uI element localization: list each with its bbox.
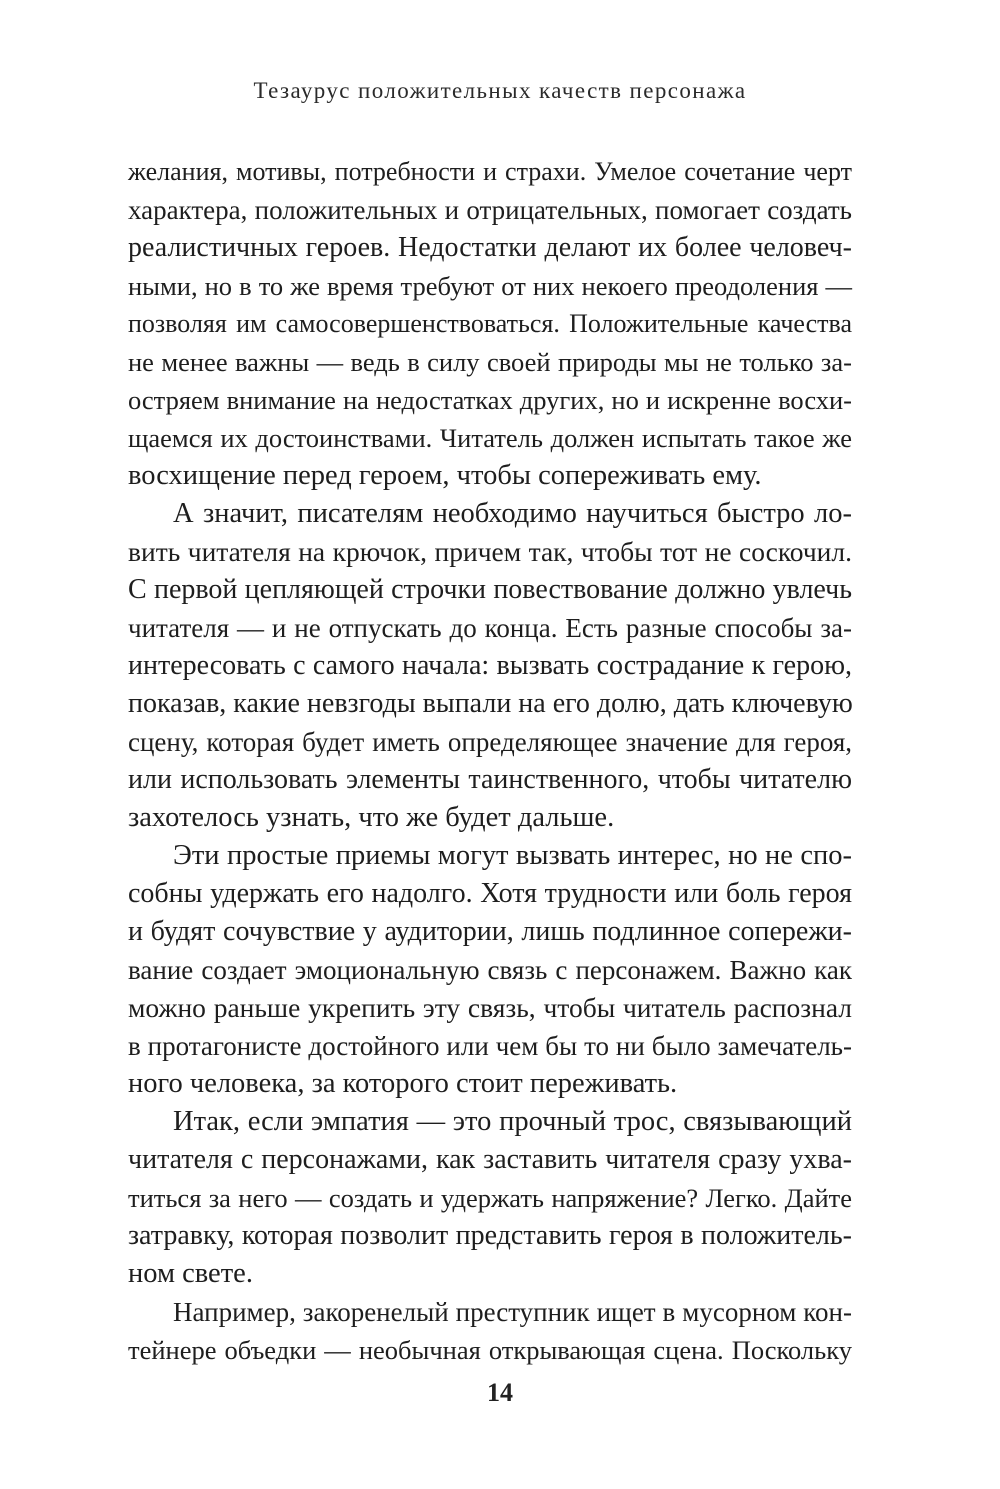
running-head: Тезаурус положительных качеств персонажа: [253, 78, 747, 103]
text-line: интересовать с самого начала: вызвать сострадание к герою,: [128, 650, 852, 681]
text-line: остряем внимание на недостатках других, но и искренне восхи-: [128, 385, 852, 415]
text-line: или использовать элементы таинственного, чтобы читателю: [128, 764, 852, 795]
text-line: в протагонисте достойного или чем бы то ни было замечатель-: [128, 1031, 852, 1061]
text-line: А значит, писателям необходимо научиться быстро ло-: [173, 498, 852, 529]
text-line: реалистичных героев. Недостатки делают их более человеч-: [128, 232, 852, 263]
text-line: показав, какие невзгоды выпали на его долю, дать ключевую: [128, 688, 853, 719]
text-line: позволяя им самосовершенствоваться. Положительные качества: [128, 309, 852, 338]
text-line: не менее важны — ведь в силу своей природы мы не только за-: [128, 347, 852, 377]
text-line: ными, но в то же время требуют от них некоего преодоления —: [128, 271, 852, 301]
text-line: титься за него — создать и удержать напряжение? Легко. Дайте: [128, 1183, 852, 1213]
text-line: читателя — и не отпускать до конца. Есть разные способы за-: [128, 613, 852, 643]
text-line: собны удержать его надолго. Хотя трудности или боль героя: [128, 878, 852, 909]
text-line: можно раньше укрепить эту связь, чтобы читатель распознал: [128, 992, 852, 1023]
text-line: затравку, которая позволит представить героя в положитель-: [128, 1220, 852, 1251]
text-line: тейнере объедки — необычная открывающая сцена. Поскольку: [128, 1335, 852, 1365]
text-line: сцену, которая будет иметь определяющее значение для героя,: [128, 727, 852, 757]
text-line: вить читателя на крючок, причем так, чтобы тот не соскочил.: [128, 536, 852, 567]
text-line: ном свете.: [128, 1258, 253, 1289]
text-line: ного человека, за которого стоит переживать.: [128, 1068, 678, 1099]
text-line: С первой цепляющей строчки повествование должно увлечь: [128, 574, 852, 605]
text-line: вание создает эмоциональную связь с персонажем. Важно как: [128, 955, 852, 985]
text-line: восхищение перед героем, чтобы сопереживать ему.: [128, 460, 762, 491]
text-line: захотелось узнать, что же будет дальше.: [128, 802, 615, 833]
text-line: читателя с персонажами, как заставить читателя сразу ухва-: [128, 1144, 852, 1175]
page-number: 14: [487, 1378, 513, 1407]
text-line: желания, мотивы, потребности и страхи. Умелое сочетание черт: [128, 157, 852, 186]
text-line: характера, положительных и отрицательных, помогает создать: [128, 195, 852, 225]
text-line: Эти простые приемы могут вызвать интерес, но не спо-: [173, 840, 852, 871]
text-line: Например, закоренелый преступник ищет в мусорном кон-: [173, 1297, 852, 1327]
text-line: Итак, если эмпатия — это прочный трос, связывающий: [173, 1106, 852, 1137]
text-line: щаемся их достоинствами. Читатель должен испытать такое же: [128, 423, 852, 453]
text-line: и будят сочувствие у аудитории, лишь подлинное сопережи-: [128, 916, 852, 947]
